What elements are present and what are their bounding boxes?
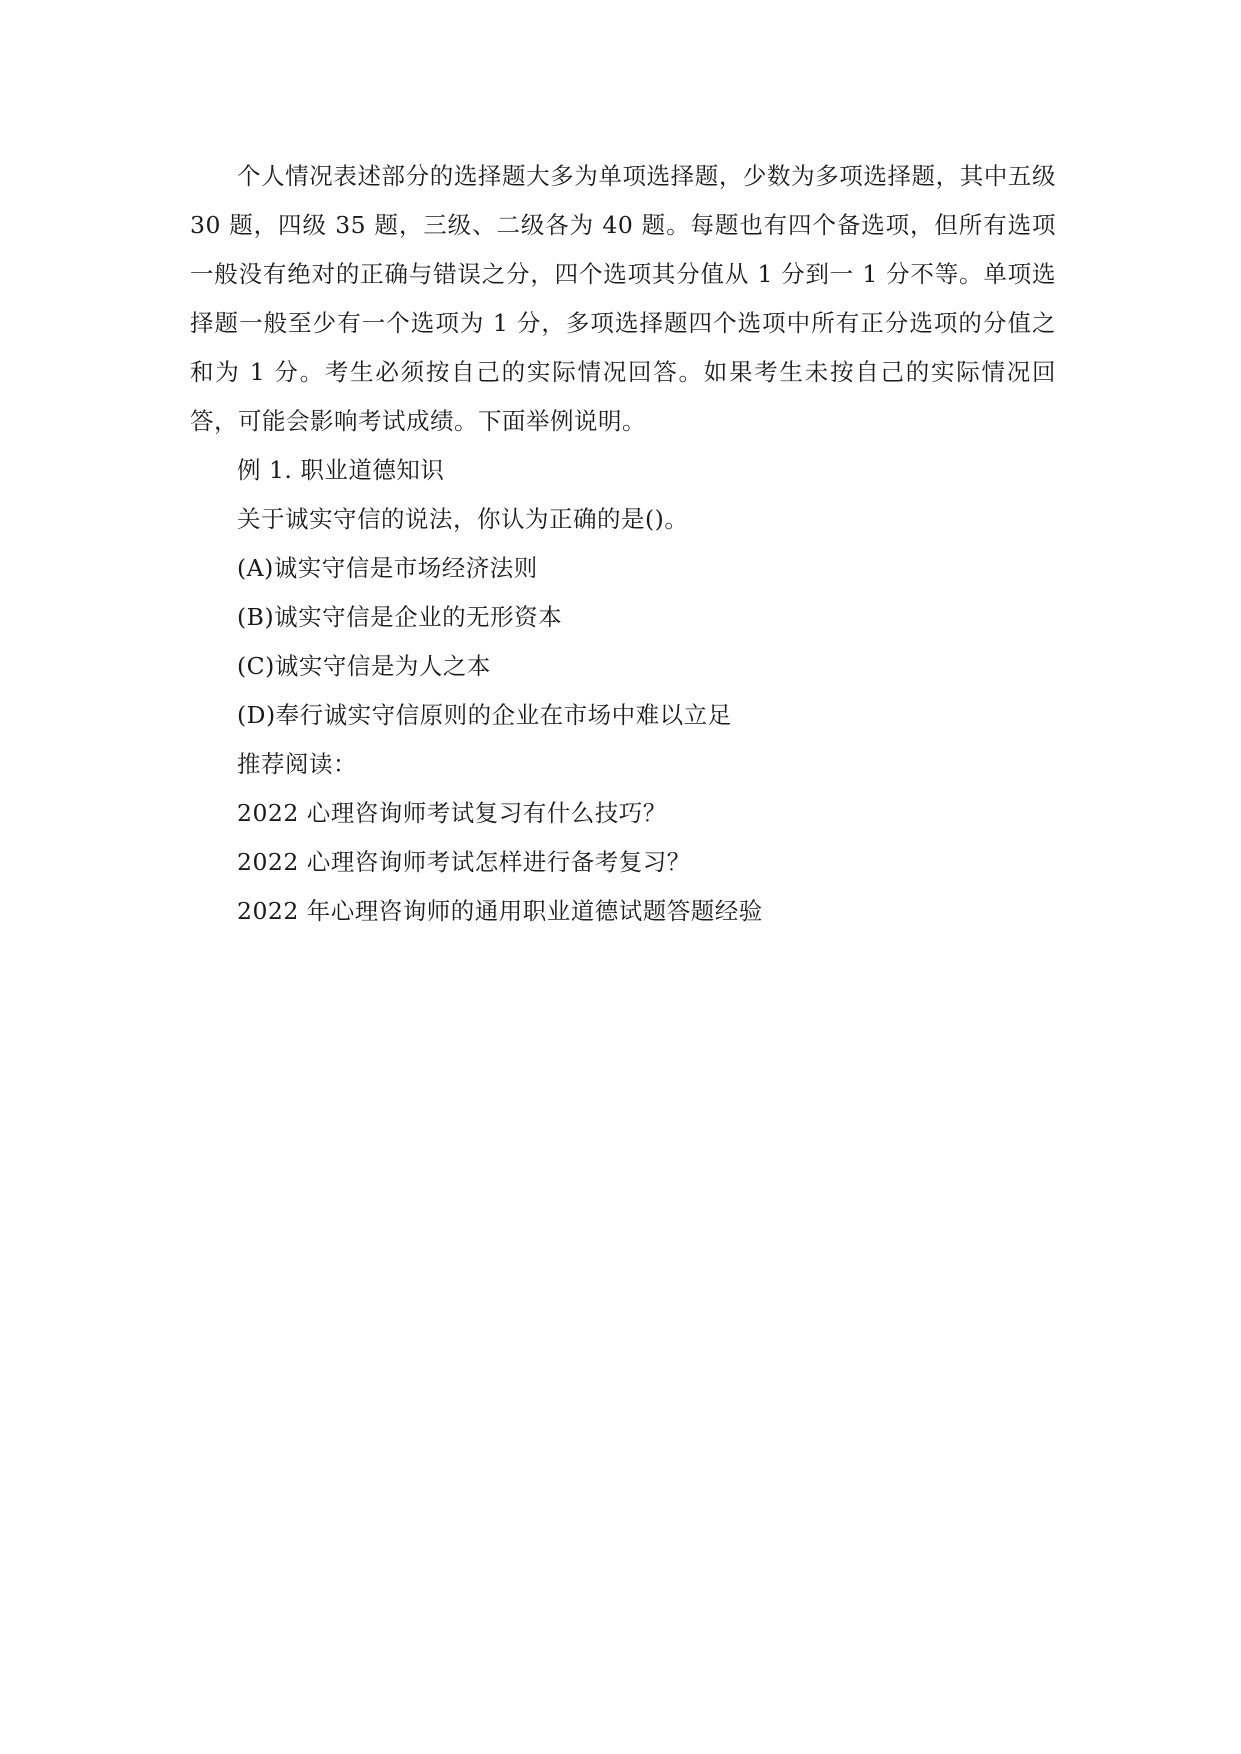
example-question: 关于诚实守信的说法，你认为正确的是()。 <box>237 505 689 533</box>
option-b: (B)诚实守信是企业的无形资本 <box>237 603 563 631</box>
option-a: (A)诚实守信是市场经济法则 <box>237 554 538 582</box>
recommended-link-2[interactable]: 2022 心理咨询师考试怎样进行备考复习？ <box>237 848 691 876</box>
example-heading: 例 1. 职业道德知识 <box>237 456 445 484</box>
intro-paragraph: 个人情况表述部分的选择题大多为单项选择题，少数为多项选择题，其中五级 30 题，四级 35 题，三级、二级各为 40 题。每题也有四个备选项，但所有选项一般没有绝对的正确与错误之分，四个选项其分值从 1 分到一 1 分不等。单项选择题一般至少有一个选项为 1 分，多项选择题四个选项中所有正分选项的分值之和为 1 分。考生必须按自己的实际情况回答。如果考生未按自己的实际情况回答，可能会影响考试成绩。下面举例说明。 <box>190 162 1056 435</box>
recommended-link-3[interactable]: 2022 年心理咨询师的通用职业道德试题答题经验 <box>237 897 763 925</box>
recommended-heading: 推荐阅读： <box>237 750 357 778</box>
recommended-link-1[interactable]: 2022 心理咨询师考试复习有什么技巧？ <box>237 799 667 827</box>
option-c: (C)诚实守信是为人之本 <box>237 652 491 680</box>
option-d: (D)奉行诚实守信原则的企业在市场中难以立足 <box>237 701 732 729</box>
document-body <box>190 152 1056 936</box>
